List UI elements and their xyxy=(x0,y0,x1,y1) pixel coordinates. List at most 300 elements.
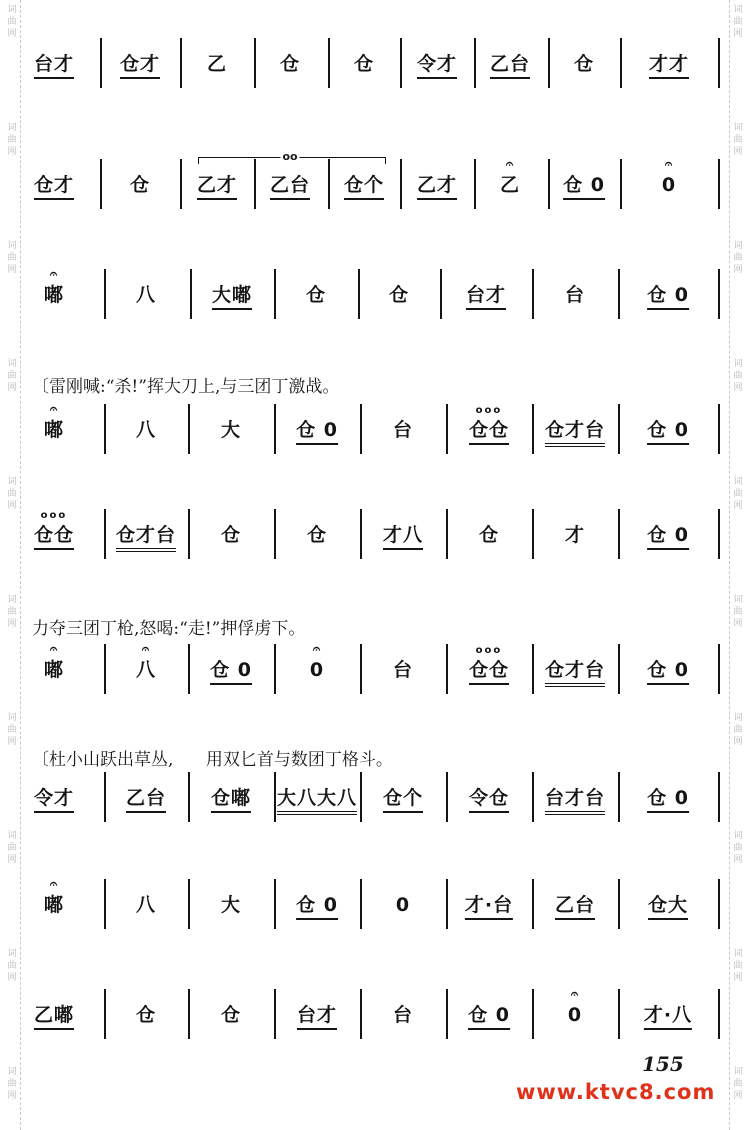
syllable-text: 仓 0 xyxy=(563,174,605,196)
bar-line xyxy=(358,269,360,319)
beat-syllable xyxy=(465,893,513,920)
beat-syllable xyxy=(499,157,521,197)
syllable-text: 0 xyxy=(661,174,677,196)
beat-syllable xyxy=(296,893,338,920)
watermark-char: 网 xyxy=(7,383,17,393)
watermark-char: 网 xyxy=(733,265,743,275)
watermark-char: 曲 xyxy=(7,843,17,853)
score-row xyxy=(32,875,722,935)
watermark-char: 词 xyxy=(733,1067,743,1077)
syllable-text: 仓 xyxy=(353,53,375,75)
watermark-group xyxy=(4,594,20,630)
syllable-text: 仓才 xyxy=(119,53,161,75)
syllable-text: 乙 xyxy=(499,174,521,196)
syllable-text: 嘟 xyxy=(43,419,65,441)
syllable-text: 仓才台 xyxy=(544,419,606,441)
watermark-group xyxy=(4,358,20,394)
bar-line xyxy=(328,38,330,88)
bar-line xyxy=(104,879,106,929)
syllable-text: 台才 xyxy=(296,1004,338,1026)
syllable-text: 仓才 xyxy=(33,174,75,196)
bar-line xyxy=(104,644,106,694)
watermark-group xyxy=(4,948,20,984)
beat-syllable xyxy=(383,786,423,813)
watermark-char: 词 xyxy=(733,359,743,369)
syllable-text: 仓个 xyxy=(343,174,385,196)
watermark-char: 曲 xyxy=(733,489,743,499)
bar-line xyxy=(532,269,534,319)
tremolo-dots-icon: ooo xyxy=(475,405,503,416)
watermark-char: 网 xyxy=(7,501,17,511)
syllable-text: 仓 xyxy=(135,1004,157,1026)
watermark-group xyxy=(4,240,20,276)
bar-line xyxy=(104,772,106,822)
bar-line xyxy=(360,644,362,694)
bar-line xyxy=(180,38,182,88)
bar-line xyxy=(718,879,720,929)
beat-syllable xyxy=(136,1003,156,1027)
watermark-char: 曲 xyxy=(733,725,743,735)
beat-syllable xyxy=(567,987,583,1027)
beat-syllable xyxy=(126,786,166,813)
syllable-text: 仓 xyxy=(388,284,410,306)
watermark-char: 词 xyxy=(7,1067,17,1077)
beat-syllable xyxy=(277,786,357,815)
syllable-text: 仓 xyxy=(478,524,500,546)
beat-syllable xyxy=(649,52,689,79)
beat-syllable xyxy=(34,1003,74,1030)
syllable-text: 仓才台 xyxy=(115,524,177,546)
watermark-char: 网 xyxy=(7,29,17,39)
watermark-group xyxy=(4,712,20,748)
beat-syllable xyxy=(344,173,384,200)
watermark-group xyxy=(4,4,20,40)
site-url: www.ktvc8.com xyxy=(516,1080,716,1104)
syllable-text: 才 xyxy=(564,524,586,546)
bar-line xyxy=(548,38,550,88)
syllable-text: 台 xyxy=(564,284,586,306)
watermark-char: 词 xyxy=(7,831,17,841)
beat-syllable xyxy=(135,642,157,682)
watermark-group xyxy=(4,1066,20,1102)
score-row xyxy=(32,34,722,94)
watermark-group xyxy=(730,240,746,276)
bar-line xyxy=(100,38,102,88)
syllable-text: 仓 xyxy=(305,284,327,306)
syllable-text: 大嘟 xyxy=(211,284,253,306)
bar-line xyxy=(548,159,550,209)
stage-direction-2: 力夺三团丁枪,怒喝:“走!”押俘虏下。 xyxy=(32,619,306,639)
bar-line xyxy=(474,159,476,209)
watermark-char: 词 xyxy=(733,595,743,605)
beat-syllable xyxy=(43,877,65,917)
fermata-icon: 𝄐 xyxy=(312,642,322,657)
beat-syllable xyxy=(210,658,252,685)
syllable-text: 大 xyxy=(220,419,242,441)
bar-line xyxy=(718,644,720,694)
beat-syllable xyxy=(393,418,413,442)
bar-line xyxy=(718,159,720,209)
score-row xyxy=(32,505,722,565)
fermata-icon: 𝄐 xyxy=(141,642,151,657)
watermark-char: 词 xyxy=(733,477,743,487)
beat-syllable xyxy=(221,1003,241,1027)
beat-syllable xyxy=(647,786,689,813)
beat-syllable xyxy=(393,1003,413,1027)
watermark-char: 曲 xyxy=(7,961,17,971)
bar-line xyxy=(274,772,276,822)
watermark-char: 词 xyxy=(733,713,743,723)
watermark-char: 曲 xyxy=(7,725,17,735)
watermark-group xyxy=(730,830,746,866)
watermark-char: 词 xyxy=(7,949,17,959)
syllable-text: 仓 0 xyxy=(647,787,689,809)
beat-syllable xyxy=(574,52,594,76)
bar-line xyxy=(446,772,448,822)
bar-line xyxy=(618,644,620,694)
beat-syllable xyxy=(43,642,65,682)
syllable-text: 乙台 xyxy=(269,174,311,196)
syllable-text: 仓才台 xyxy=(544,659,606,681)
bar-line xyxy=(620,38,622,88)
tremolo-dots-icon: ooo xyxy=(475,645,503,656)
beat-syllable xyxy=(307,523,327,547)
bar-line xyxy=(188,509,190,559)
beat-syllable xyxy=(417,173,457,200)
bar-line xyxy=(360,989,362,1039)
tremolo-dots-icon: ooo xyxy=(40,510,68,521)
syllable-text: 仓仓 xyxy=(468,659,510,681)
beat-syllable xyxy=(33,510,75,550)
fermata-icon: 𝄐 xyxy=(570,987,580,1002)
watermark-char: 网 xyxy=(7,737,17,747)
score-row xyxy=(32,400,722,460)
syllable-text: 仓 xyxy=(220,1004,242,1026)
syllable-text: 才·台 xyxy=(464,894,514,916)
bar-line xyxy=(532,404,534,454)
watermark-char: 网 xyxy=(733,383,743,393)
bar-line xyxy=(274,879,276,929)
syllable-text: 仓 xyxy=(220,524,242,546)
bar-line xyxy=(360,879,362,929)
watermark-char: 曲 xyxy=(7,135,17,145)
syllable-text: 嘟 xyxy=(43,284,65,306)
watermark-group xyxy=(730,948,746,984)
bar-line xyxy=(446,644,448,694)
beat-syllable xyxy=(555,893,595,920)
syllable-text: 台才 xyxy=(465,284,507,306)
left-watermark-strip xyxy=(4,0,21,1130)
watermark-char: 网 xyxy=(7,619,17,629)
watermark-char: 曲 xyxy=(7,17,17,27)
watermark-char: 曲 xyxy=(733,135,743,145)
watermark-char: 曲 xyxy=(7,607,17,617)
watermark-group xyxy=(730,1066,746,1102)
bar-line xyxy=(718,772,720,822)
watermark-char: 网 xyxy=(733,855,743,865)
score-row xyxy=(32,768,722,828)
bar-line xyxy=(400,38,402,88)
fermata-icon: 𝄐 xyxy=(664,157,674,172)
beat-syllable xyxy=(647,523,689,550)
syllable-text: 仓 0 xyxy=(647,659,689,681)
watermark-char: 词 xyxy=(733,5,743,15)
syllable-text: 仓 0 xyxy=(296,894,338,916)
watermark-group xyxy=(4,476,20,512)
bar-line xyxy=(104,989,106,1039)
syllable-text: 0 xyxy=(567,1004,583,1026)
bar-line xyxy=(532,989,534,1039)
beat-syllable xyxy=(417,52,457,79)
beat-syllable xyxy=(389,283,409,307)
fermata-icon: 𝄐 xyxy=(49,877,59,892)
watermark-char: 曲 xyxy=(7,371,17,381)
watermark-group xyxy=(4,122,20,158)
syllable-text: 乙台 xyxy=(125,787,167,809)
bar-line xyxy=(104,404,106,454)
bar-line xyxy=(532,772,534,822)
syllable-text: 才·八 xyxy=(643,1004,693,1026)
bar-line xyxy=(446,404,448,454)
syllable-text: 仓 0 xyxy=(647,524,689,546)
syllable-text: 八 xyxy=(135,419,157,441)
syllable-text: 仓仓 xyxy=(468,419,510,441)
beat-syllable xyxy=(468,645,510,685)
right-watermark-strip xyxy=(729,0,746,1130)
bar-line xyxy=(274,644,276,694)
beat-syllable xyxy=(207,52,227,76)
syllable-text: 0 xyxy=(309,659,325,681)
syllable-text: 台 xyxy=(392,1004,414,1026)
watermark-char: 网 xyxy=(733,737,743,747)
watermark-group xyxy=(730,712,746,748)
beat-syllable xyxy=(393,658,413,682)
beat-syllable xyxy=(468,1003,510,1030)
watermark-char: 词 xyxy=(733,123,743,133)
beat-syllable xyxy=(34,173,74,200)
bar-line xyxy=(446,879,448,929)
beat-syllable xyxy=(396,893,410,917)
beat-syllable xyxy=(197,173,237,200)
bar-line xyxy=(188,772,190,822)
bar-line xyxy=(532,879,534,929)
beat-syllable xyxy=(661,157,677,197)
watermark-char: 网 xyxy=(733,29,743,39)
syllable-text: 八 xyxy=(135,894,157,916)
watermark-group xyxy=(730,122,746,158)
beat-syllable xyxy=(136,893,156,917)
beat-syllable xyxy=(647,658,689,685)
bar-line xyxy=(328,159,330,209)
bar-line xyxy=(718,38,720,88)
beat-syllable xyxy=(545,658,605,687)
bracket-dots-icon: oo xyxy=(282,150,298,163)
beat-syllable xyxy=(116,523,176,552)
syllable-text: 令仓 xyxy=(468,787,510,809)
beat-syllable xyxy=(469,786,509,813)
syllable-text: 仓 xyxy=(573,53,595,75)
bar-line xyxy=(618,772,620,822)
bar-line xyxy=(100,159,102,209)
watermark-char: 网 xyxy=(7,265,17,275)
beat-syllable xyxy=(565,283,585,307)
watermark-char: 网 xyxy=(7,973,17,983)
beat-syllable xyxy=(545,418,605,447)
syllable-text: 仓 0 xyxy=(647,419,689,441)
beat-syllable xyxy=(545,786,605,815)
watermark-char: 曲 xyxy=(733,607,743,617)
beat-syllable xyxy=(270,173,310,200)
syllable-text: 才才 xyxy=(648,53,690,75)
beat-syllable xyxy=(130,173,150,197)
beat-syllable xyxy=(297,1003,337,1030)
bar-line xyxy=(718,269,720,319)
syllable-text: 令才 xyxy=(33,787,75,809)
watermark-char: 网 xyxy=(7,147,17,157)
watermark-char: 曲 xyxy=(7,489,17,499)
bar-line xyxy=(618,404,620,454)
syllable-text: 仓嘟 xyxy=(210,787,252,809)
syllable-text: 仓仓 xyxy=(33,524,75,546)
beat-syllable xyxy=(563,173,605,200)
watermark-char: 词 xyxy=(7,5,17,15)
watermark-group xyxy=(730,4,746,40)
watermark-char: 曲 xyxy=(733,961,743,971)
beat-syllable xyxy=(479,523,499,547)
score-row xyxy=(32,640,722,700)
syllable-text: 仓 0 xyxy=(468,1004,510,1026)
beat-syllable xyxy=(490,52,530,79)
bar-line xyxy=(188,644,190,694)
watermark-char: 网 xyxy=(733,501,743,511)
watermark-char: 词 xyxy=(733,831,743,841)
bar-line xyxy=(618,269,620,319)
stage-direction-1: 〔雷刚喊:“杀!”挥大刀上,与三团丁激战。 xyxy=(32,377,340,397)
watermark-char: 词 xyxy=(7,477,17,487)
beat-syllable xyxy=(309,642,325,682)
beat-syllable xyxy=(296,418,338,445)
beat-syllable xyxy=(34,786,74,813)
syllable-text: 台 xyxy=(392,419,414,441)
syllable-text: 乙才 xyxy=(196,174,238,196)
syllable-text: 乙台 xyxy=(489,53,531,75)
score-row xyxy=(32,150,722,215)
beat-syllable xyxy=(468,405,510,445)
watermark-char: 词 xyxy=(7,359,17,369)
watermark-char: 网 xyxy=(7,1091,17,1101)
syllable-text: 嘟 xyxy=(43,659,65,681)
syllable-text: 乙 xyxy=(206,53,228,75)
beat-syllable xyxy=(221,523,241,547)
watermark-char: 词 xyxy=(7,713,17,723)
watermark-char: 曲 xyxy=(733,253,743,263)
watermark-group xyxy=(730,358,746,394)
beat-syllable xyxy=(647,418,689,445)
syllable-text: 令才 xyxy=(416,53,458,75)
watermark-char: 曲 xyxy=(7,1079,17,1089)
fermata-icon: 𝄐 xyxy=(505,157,515,172)
bar-line xyxy=(440,269,442,319)
beat-syllable xyxy=(648,893,688,920)
beat-syllable xyxy=(211,786,251,813)
watermark-char: 词 xyxy=(733,241,743,251)
bar-line xyxy=(188,879,190,929)
beat-syllable xyxy=(212,283,252,310)
beat-syllable xyxy=(647,283,689,310)
syllable-text: 才八 xyxy=(382,524,424,546)
beat-syllable xyxy=(43,402,65,442)
beat-syllable xyxy=(354,52,374,76)
bar-line xyxy=(474,38,476,88)
bar-line xyxy=(180,159,182,209)
watermark-char: 曲 xyxy=(7,253,17,263)
fermata-icon: 𝄐 xyxy=(49,642,59,657)
syllable-text: 仓 xyxy=(306,524,328,546)
watermark-char: 曲 xyxy=(733,843,743,853)
syllable-text: 乙嘟 xyxy=(33,1004,75,1026)
watermark-char: 曲 xyxy=(733,1079,743,1089)
syllable-text: 仓 0 xyxy=(296,419,338,441)
watermark-char: 网 xyxy=(733,1091,743,1101)
bar-line xyxy=(718,989,720,1039)
syllable-text: 0 xyxy=(395,894,411,916)
beat-syllable xyxy=(466,283,506,310)
bar-line xyxy=(618,509,620,559)
beat-syllable xyxy=(221,893,241,917)
bar-line xyxy=(532,509,534,559)
score-row xyxy=(32,265,722,325)
watermark-char: 网 xyxy=(733,619,743,629)
watermark-char: 词 xyxy=(733,949,743,959)
beat-syllable xyxy=(136,283,156,307)
bar-line xyxy=(274,269,276,319)
beat-syllable xyxy=(644,1003,692,1030)
syllable-text: 乙才 xyxy=(416,174,458,196)
beat-syllable xyxy=(34,52,74,79)
beat-syllable xyxy=(306,283,326,307)
beat-syllable xyxy=(221,418,241,442)
beat-syllable xyxy=(136,418,156,442)
syllable-text: 仓大 xyxy=(647,894,689,916)
syllable-text: 台 xyxy=(392,659,414,681)
bar-line xyxy=(718,404,720,454)
bar-line xyxy=(618,879,620,929)
bar-line xyxy=(618,989,620,1039)
syllable-text: 嘟 xyxy=(43,894,65,916)
bar-line xyxy=(274,404,276,454)
syllable-text: 八 xyxy=(135,284,157,306)
page-number: 155 xyxy=(642,1052,684,1076)
watermark-char: 网 xyxy=(733,973,743,983)
bar-line xyxy=(360,404,362,454)
syllable-text: 大 xyxy=(220,894,242,916)
bar-line xyxy=(274,509,276,559)
bar-line xyxy=(620,159,622,209)
watermark-char: 词 xyxy=(7,595,17,605)
bar-line xyxy=(104,509,106,559)
bar-line xyxy=(274,989,276,1039)
bar-line xyxy=(190,269,192,319)
watermark-char: 词 xyxy=(7,123,17,133)
syllable-text: 仓 0 xyxy=(210,659,252,681)
bar-line xyxy=(104,269,106,319)
bar-line xyxy=(446,509,448,559)
syllable-text: 台才台 xyxy=(544,787,606,809)
watermark-char: 曲 xyxy=(733,17,743,27)
fermata-icon: 𝄐 xyxy=(49,402,59,417)
syllable-text: 大八大八 xyxy=(276,787,358,809)
beat-syllable xyxy=(565,523,585,547)
